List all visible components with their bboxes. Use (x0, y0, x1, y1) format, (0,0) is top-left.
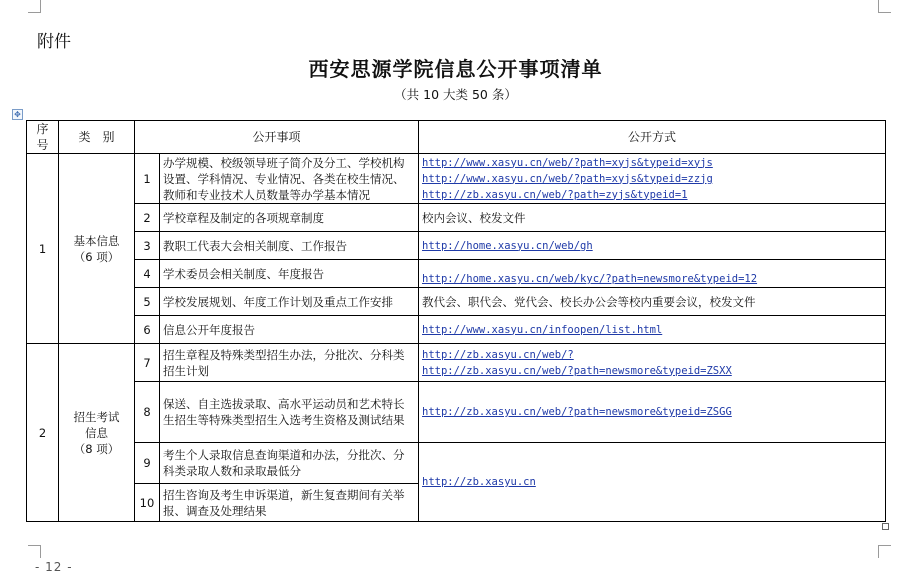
table-resize-handle[interactable] (882, 523, 889, 530)
row-method: 教代会、职代会、党代会、校长办公会等校内重要会议，校发文件 (419, 288, 886, 316)
row-item: 教职工代表大会相关制度、工作报告 (160, 232, 419, 260)
row-item: 学校发展规划、年度工作计划及重点工作安排 (160, 288, 419, 316)
row-method (419, 232, 886, 260)
table-row (27, 382, 886, 443)
row-no: 4 (135, 260, 160, 288)
table-row (27, 260, 886, 288)
document-title: 西安思源学院信息公开事项清单 (308, 57, 603, 81)
row-item: 招生咨询及考生申诉渠道，新生复查期间有关举报、调查及处理结果 (160, 484, 419, 522)
group-seq: 1 (27, 154, 59, 344)
table-row (27, 316, 886, 344)
row-item: 学术委员会相关制度、年度报告 (160, 260, 419, 288)
row-method (419, 443, 886, 522)
category-name: 基本信息 (73, 233, 120, 248)
page-corner-mark (28, 0, 41, 13)
header-seq: 序号 (27, 121, 59, 154)
row-item: 信息公开年度报告 (160, 316, 419, 344)
method-link[interactable]: http://zb.xasyu.cn/web/?path=newsmore&typeid=ZSXX (422, 364, 732, 377)
row-method (419, 316, 886, 344)
row-no: 7 (135, 344, 160, 382)
page-corner-mark (878, 545, 891, 558)
row-no: 3 (135, 232, 160, 260)
page-corner-mark (28, 545, 41, 558)
disclosure-table (26, 120, 886, 522)
method-link[interactable]: http://zb.xasyu.cn/web/?path=zyjs&typeid=1 (422, 188, 688, 201)
table-row (27, 154, 886, 204)
header-item: 公开事项 (135, 121, 419, 154)
page-number: - 12 - (35, 560, 73, 574)
row-item: 办学规模、校级领导班子简介及分工、学校机构设置、学科情况、专业情况、各类在校生情况、教师和专业技术人员数量等办学基本情况 (160, 154, 419, 204)
group-category (59, 154, 135, 344)
row-method (419, 382, 886, 443)
row-no: 9 (135, 443, 160, 484)
method-link[interactable]: http://www.xasyu.cn/web/?path=xyjs&typeid=xyjs (422, 156, 713, 169)
document-subtitle: （共 10 大类 50 条） (394, 87, 517, 102)
method-link[interactable]: http://zb.xasyu.cn/web/?path=newsmore&typeid=ZSGG (422, 406, 732, 418)
table-header-row (27, 121, 886, 154)
method-link[interactable]: http://zb.xasyu.cn (422, 476, 536, 488)
page-corner-mark (878, 0, 891, 13)
row-no: 2 (135, 204, 160, 232)
row-item: 保送、自主选拔录取、高水平运动员和艺术特长生招生等特殊类型招生入选考生资格及测试结果 (160, 382, 419, 443)
row-no: 8 (135, 382, 160, 443)
group-seq: 2 (27, 344, 59, 522)
table-move-handle-icon[interactable]: ✥ (12, 109, 23, 120)
table-row (27, 288, 886, 316)
row-no: 6 (135, 316, 160, 344)
row-no: 5 (135, 288, 160, 316)
row-no: 10 (135, 484, 160, 522)
method-link[interactable]: http://home.xasyu.cn/web/gh (422, 239, 593, 252)
header-category: 类 别 (59, 121, 135, 154)
table-row (27, 443, 886, 484)
attachment-label: 附件 (37, 32, 71, 52)
row-no: 1 (135, 154, 160, 204)
method-link[interactable]: http://home.xasyu.cn/web/kyc/?path=newsmore&typeid=12 (422, 273, 758, 285)
row-item: 学校章程及制定的各项规章制度 (160, 204, 419, 232)
category-name: 招生考试信息 (73, 409, 120, 440)
row-method (419, 154, 886, 204)
row-method (419, 344, 886, 382)
header-method: 公开方式 (419, 121, 886, 154)
method-link[interactable]: http://zb.xasyu.cn/web/? (422, 348, 574, 361)
table-row (27, 232, 886, 260)
row-item: 招生章程及特殊类型招生办法，分批次、分科类招生计划 (160, 344, 419, 382)
method-link[interactable]: http://www.xasyu.cn/infoopen/list.html (422, 323, 663, 336)
category-count: （8 项） (73, 441, 120, 456)
row-method (419, 260, 886, 288)
row-item: 考生个人录取信息查询渠道和办法，分批次、分科类录取人数和录取最低分 (160, 443, 419, 484)
method-link[interactable]: http://www.xasyu.cn/web/?path=xyjs&typeid=zzjg (422, 172, 713, 185)
category-count: （6 项） (73, 249, 120, 264)
group-category (59, 344, 135, 522)
row-method: 校内会议、校发文件 (419, 204, 886, 232)
table-row (27, 344, 886, 382)
table-row (27, 204, 886, 232)
